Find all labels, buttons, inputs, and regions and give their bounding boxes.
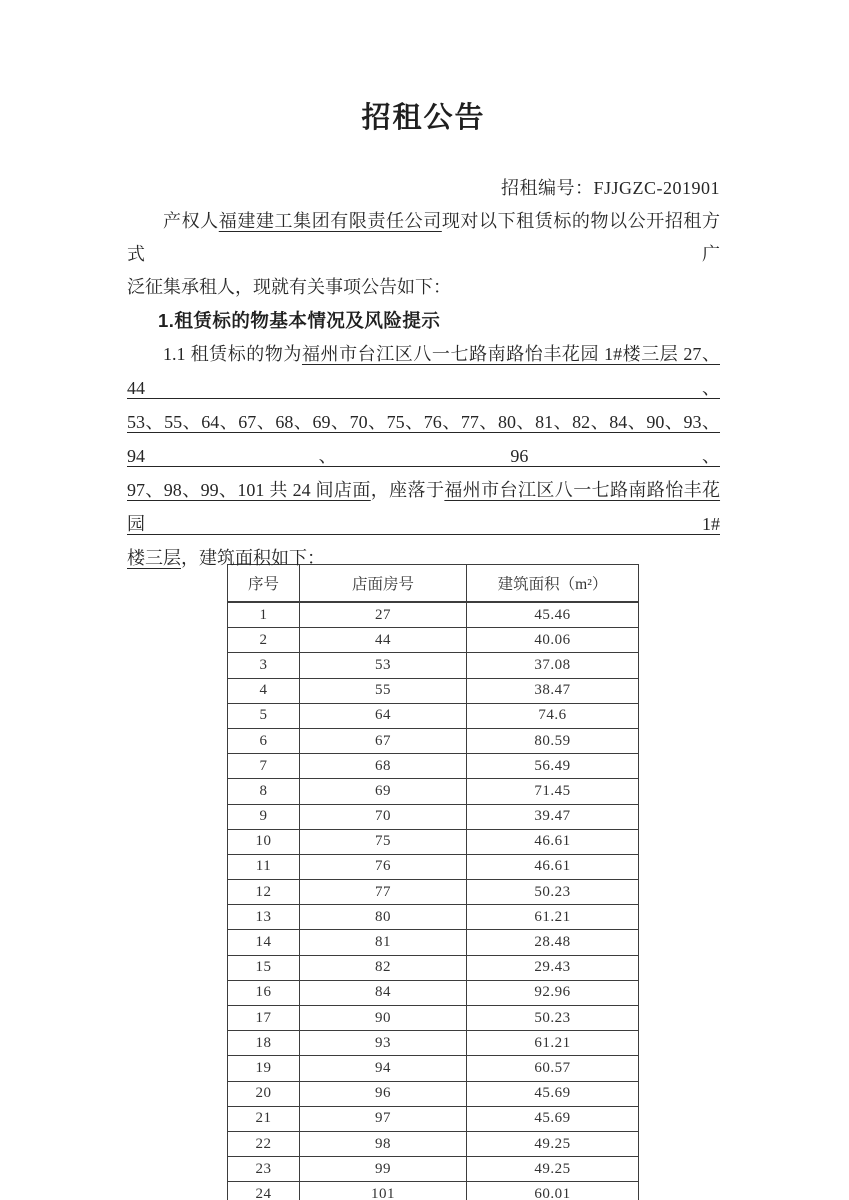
text-line <box>127 271 720 304</box>
table-row <box>228 980 639 1005</box>
table-cell: 9 <box>228 804 300 829</box>
header-cell-building-area: 建筑面积（m²） <box>467 565 639 603</box>
table-cell: 7 <box>228 754 300 779</box>
table-cell: 96 <box>300 1081 467 1106</box>
table-cell: 16 <box>228 980 300 1005</box>
text-line <box>127 205 720 271</box>
table-cell: 13 <box>228 905 300 930</box>
table-cell: 22 <box>228 1131 300 1156</box>
table-cell: 74.6 <box>467 703 639 728</box>
table-cell: 50.23 <box>467 880 639 905</box>
table-cell: 49.25 <box>467 1131 639 1156</box>
table-cell: 60.57 <box>467 1056 639 1081</box>
table-cell: 1 <box>228 602 300 628</box>
clause-1-1-paragraph <box>127 337 720 575</box>
underlined-text: 53、55、64、67、68、69、70、75、76、77、80、81、82、84、90、93、94、96、 <box>127 412 720 466</box>
table-row <box>228 1031 639 1056</box>
table-cell: 2 <box>228 628 300 653</box>
table-cell: 39.47 <box>467 804 639 829</box>
table-cell: 46.61 <box>467 854 639 879</box>
text-segment: 产权人 <box>163 211 219 231</box>
table-cell: 3 <box>228 653 300 678</box>
table-cell: 6 <box>228 728 300 753</box>
table-body <box>228 602 639 1200</box>
table-cell: 12 <box>228 880 300 905</box>
text-segment: 泛征集承租人，现就有关事项公告如下： <box>127 277 451 297</box>
table-row <box>228 1157 639 1182</box>
table-cell: 61.21 <box>467 905 639 930</box>
text-segment: 1.1 租赁标的物为 <box>163 344 302 364</box>
table-cell: 10 <box>228 829 300 854</box>
table-row <box>228 804 639 829</box>
table-cell: 68 <box>300 754 467 779</box>
table-cell: 97 <box>300 1106 467 1131</box>
table-row <box>228 880 639 905</box>
rental-reference-number: 招租编号：FJJGZC-201901 <box>500 178 720 198</box>
table-cell: 61.21 <box>467 1031 639 1056</box>
table-row <box>228 754 639 779</box>
text-line <box>127 473 720 541</box>
shop-area-table <box>227 564 639 1200</box>
table-cell: 94 <box>300 1056 467 1081</box>
table-cell: 80.59 <box>467 728 639 753</box>
table-cell: 84 <box>300 980 467 1005</box>
table-cell: 71.45 <box>467 779 639 804</box>
table-row <box>228 854 639 879</box>
table-cell: 80 <box>300 905 467 930</box>
table-cell: 38.47 <box>467 678 639 703</box>
underlined-text: 97、98、99、101 共 24 间店面 <box>127 480 371 500</box>
table-cell: 45.69 <box>467 1106 639 1131</box>
table-cell: 37.08 <box>467 653 639 678</box>
text-line <box>127 405 720 473</box>
table-cell: 60.01 <box>467 1182 639 1200</box>
intro-paragraph <box>127 205 720 304</box>
table-cell: 67 <box>300 728 467 753</box>
table-cell: 4 <box>228 678 300 703</box>
underlined-text: 福建建工集团有限责任公司 <box>218 211 442 231</box>
table-cell: 90 <box>300 1006 467 1031</box>
table-row <box>228 905 639 930</box>
table-cell: 64 <box>300 703 467 728</box>
underlined-text: 福州市台江区八一七路南路怡丰花园 1#楼三层 27、44、 <box>127 344 720 398</box>
table-cell: 56.49 <box>467 754 639 779</box>
table-cell: 50.23 <box>467 1006 639 1031</box>
table-cell: 55 <box>300 678 467 703</box>
table-row <box>228 1056 639 1081</box>
table-cell: 75 <box>300 829 467 854</box>
table-row <box>228 955 639 980</box>
table-cell: 8 <box>228 779 300 804</box>
table-row <box>228 779 639 804</box>
table-row <box>228 829 639 854</box>
table-cell: 20 <box>228 1081 300 1106</box>
table-cell: 69 <box>300 779 467 804</box>
table-cell: 98 <box>300 1131 467 1156</box>
table-cell: 81 <box>300 930 467 955</box>
table-cell: 21 <box>228 1106 300 1131</box>
table-row <box>228 653 639 678</box>
table-cell: 18 <box>228 1031 300 1056</box>
table-row <box>228 1081 639 1106</box>
table-cell: 93 <box>300 1031 467 1056</box>
table-row <box>228 1006 639 1031</box>
table-cell: 15 <box>228 955 300 980</box>
table-cell: 40.06 <box>467 628 639 653</box>
table-cell: 45.69 <box>467 1081 639 1106</box>
table-cell: 44 <box>300 628 467 653</box>
table-cell: 99 <box>300 1157 467 1182</box>
table-cell: 17 <box>228 1006 300 1031</box>
table-cell: 27 <box>300 602 467 628</box>
table-row <box>228 1131 639 1156</box>
page-title: 招租公告 <box>361 102 486 134</box>
table-row <box>228 1182 639 1200</box>
table-cell: 19 <box>228 1056 300 1081</box>
table-cell: 46.61 <box>467 829 639 854</box>
section-1-heading: 1.租赁标的物基本情况及风险提示 <box>158 310 441 331</box>
table-row <box>228 602 639 628</box>
table-row <box>228 628 639 653</box>
table-cell: 77 <box>300 880 467 905</box>
table-cell: 23 <box>228 1157 300 1182</box>
table-cell: 45.46 <box>467 602 639 628</box>
table-cell: 14 <box>228 930 300 955</box>
table-cell: 76 <box>300 854 467 879</box>
table-cell: 29.43 <box>467 955 639 980</box>
underlined-text: 福州市台江区八一七路南路怡丰花园 1# <box>127 480 721 534</box>
header-cell-room-number: 店面房号 <box>300 565 467 603</box>
table-cell: 53 <box>300 653 467 678</box>
table-row <box>228 930 639 955</box>
table-cell: 49.25 <box>467 1157 639 1182</box>
table-cell: 101 <box>300 1182 467 1200</box>
table-cell: 70 <box>300 804 467 829</box>
header-cell-index: 序号 <box>228 565 300 603</box>
text-segment: 现对以下租赁标的物以公开招租方式广 <box>127 211 721 264</box>
table-cell: 92.96 <box>467 980 639 1005</box>
table-row <box>228 703 639 728</box>
table-cell: 5 <box>228 703 300 728</box>
table-cell: 82 <box>300 955 467 980</box>
table-cell: 28.48 <box>467 930 639 955</box>
text-segment: ，建筑面积如下： <box>181 548 325 568</box>
table-row <box>228 1106 639 1131</box>
text-line <box>127 337 720 405</box>
underlined-text: 楼三层 <box>127 548 181 568</box>
table-cell: 24 <box>228 1182 300 1200</box>
table-cell: 11 <box>228 854 300 879</box>
table-row <box>228 678 639 703</box>
table-row <box>228 728 639 753</box>
text-segment: ，座落于 <box>370 480 445 500</box>
